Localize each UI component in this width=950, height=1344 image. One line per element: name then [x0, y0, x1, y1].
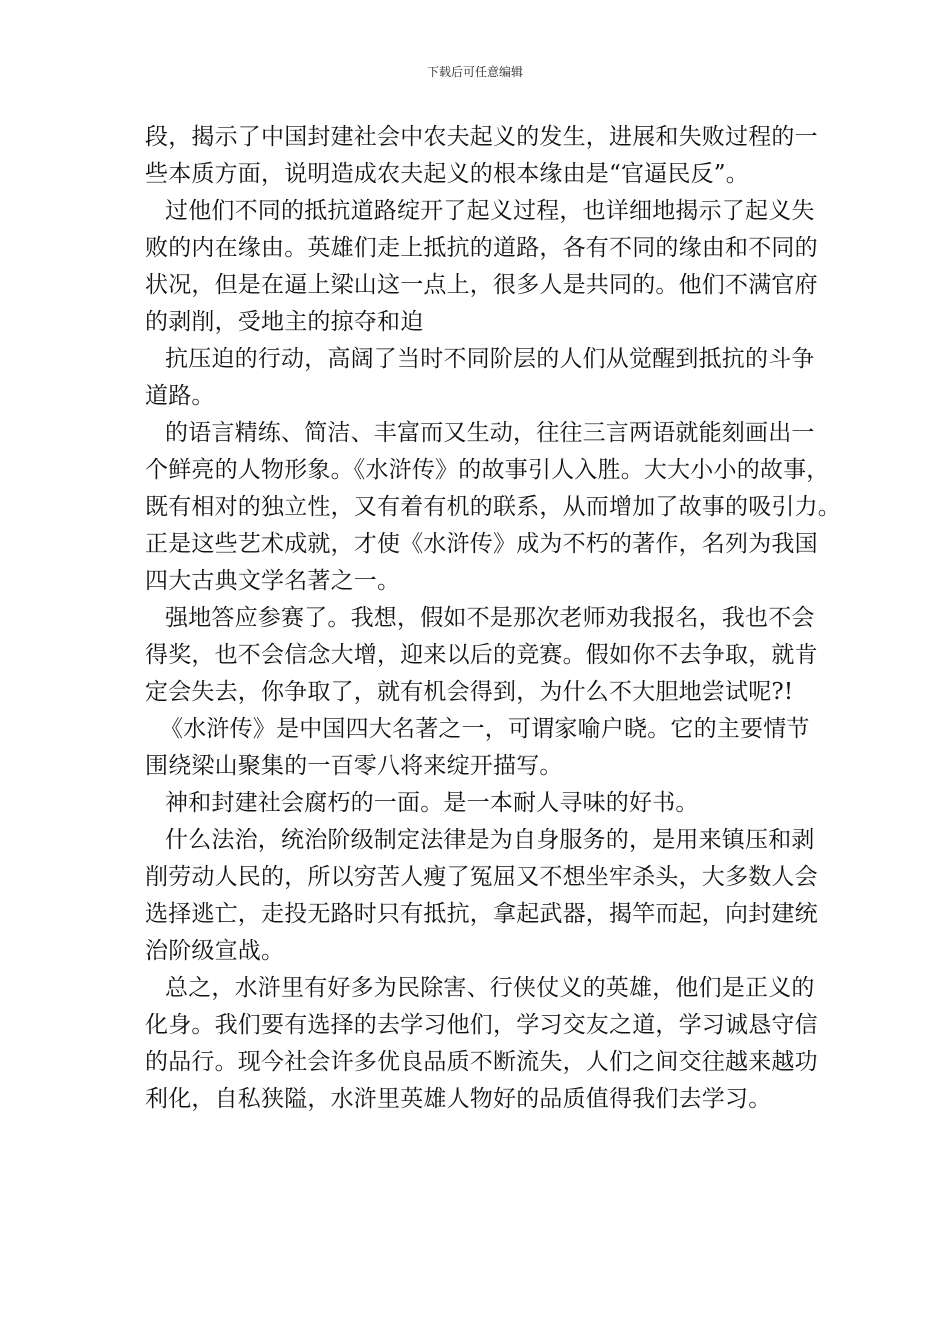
text-line: 的语言精练、简洁、丰富而又生动，往往三言两语就能刻画出一: [165, 420, 815, 446]
page-header: 下载后可任意编辑: [426, 65, 523, 79]
text-line: 个鲜亮的人物形象。《水浒传》的故事引人入胜。大大小小的故事，: [145, 457, 830, 483]
text-line: 正是这些艺术成就，才使《水浒传》成为不朽的著作，名列为我国: [145, 531, 818, 557]
text-line: 化身。我们要有选择的去学习他们，学习交友之道，学习诚恳守信: [145, 1012, 818, 1038]
text-line: 四大古典文学名著之一。: [145, 568, 401, 594]
text-line: 《水浒传》是中国四大名著之一，可谓家喻户晓。它的主要情节: [160, 716, 810, 742]
text-line: 抗压迫的行动，高阔了当时不同阶层的人们从觉醒到抵抗的斗争: [165, 346, 815, 372]
text-line: 的剥削，受地主的掠夺和迫: [145, 309, 424, 335]
text-line: 治阶级宣战。: [145, 938, 285, 964]
text-line: 什么法治，统治阶级制定法律是为自身服务的，是用来镇压和剥: [165, 827, 815, 853]
text-line: 神和封建社会腐朽的一面。是一本耐人寻味的好书。: [165, 790, 699, 816]
text-line: 得奖，也不会信念大增，迎来以后的竞赛。假如你不去争取，就肯: [145, 642, 818, 668]
text-line: 败的内在缘由。英雄们走上抵抗的道路，各有不同的缘由和不同的: [145, 235, 818, 261]
text-line: 围绕梁山聚集的一百零八将来绽开描写。: [145, 753, 563, 779]
text-line: 状况，但是在逼上梁山这一点上，很多人是共同的。他们不满官府: [145, 272, 818, 298]
text-line: 些本质方面，说明造成农夫起义的根本缘由是“官逼民反”。: [145, 161, 749, 187]
text-line: 定会失去，你争取了，就有机会得到，为什么不大胆地尝试呢?!: [145, 679, 794, 705]
text-line: 道路。: [145, 383, 215, 409]
text-line: 利化，自私狭隘，水浒里英雄人物好的品质值得我们去学习。: [145, 1086, 772, 1112]
text-line: 过他们不同的抵抗道路绽开了起义过程，也详细地揭示了起义失: [165, 198, 815, 224]
text-line: 段，揭示了中国封建社会中农夫起义的发生，进展和失败过程的一: [145, 124, 818, 150]
text-line: 的品行。现今社会许多优良品质不断流失，人们之间交往越来越功: [145, 1049, 818, 1075]
text-line: 强地答应参赛了。我想，假如不是那次老师劝我报名，我也不会: [165, 605, 815, 631]
text-line: 总之，水浒里有好多为民除害、行侠仗义的英雄，他们是正义的: [165, 975, 815, 1001]
text-line: 选择逃亡，走投无路时只有抵抗，拿起武器，揭竿而起，向封建统: [145, 901, 818, 927]
text-line: 削劳动人民的，所以穷苦人瘦了冤屈又不想坐牢杀头，大多数人会: [145, 864, 818, 890]
text-line: 既有相对的独立性，又有着有机的联系，从而增加了故事的吸引力。: [145, 494, 841, 520]
